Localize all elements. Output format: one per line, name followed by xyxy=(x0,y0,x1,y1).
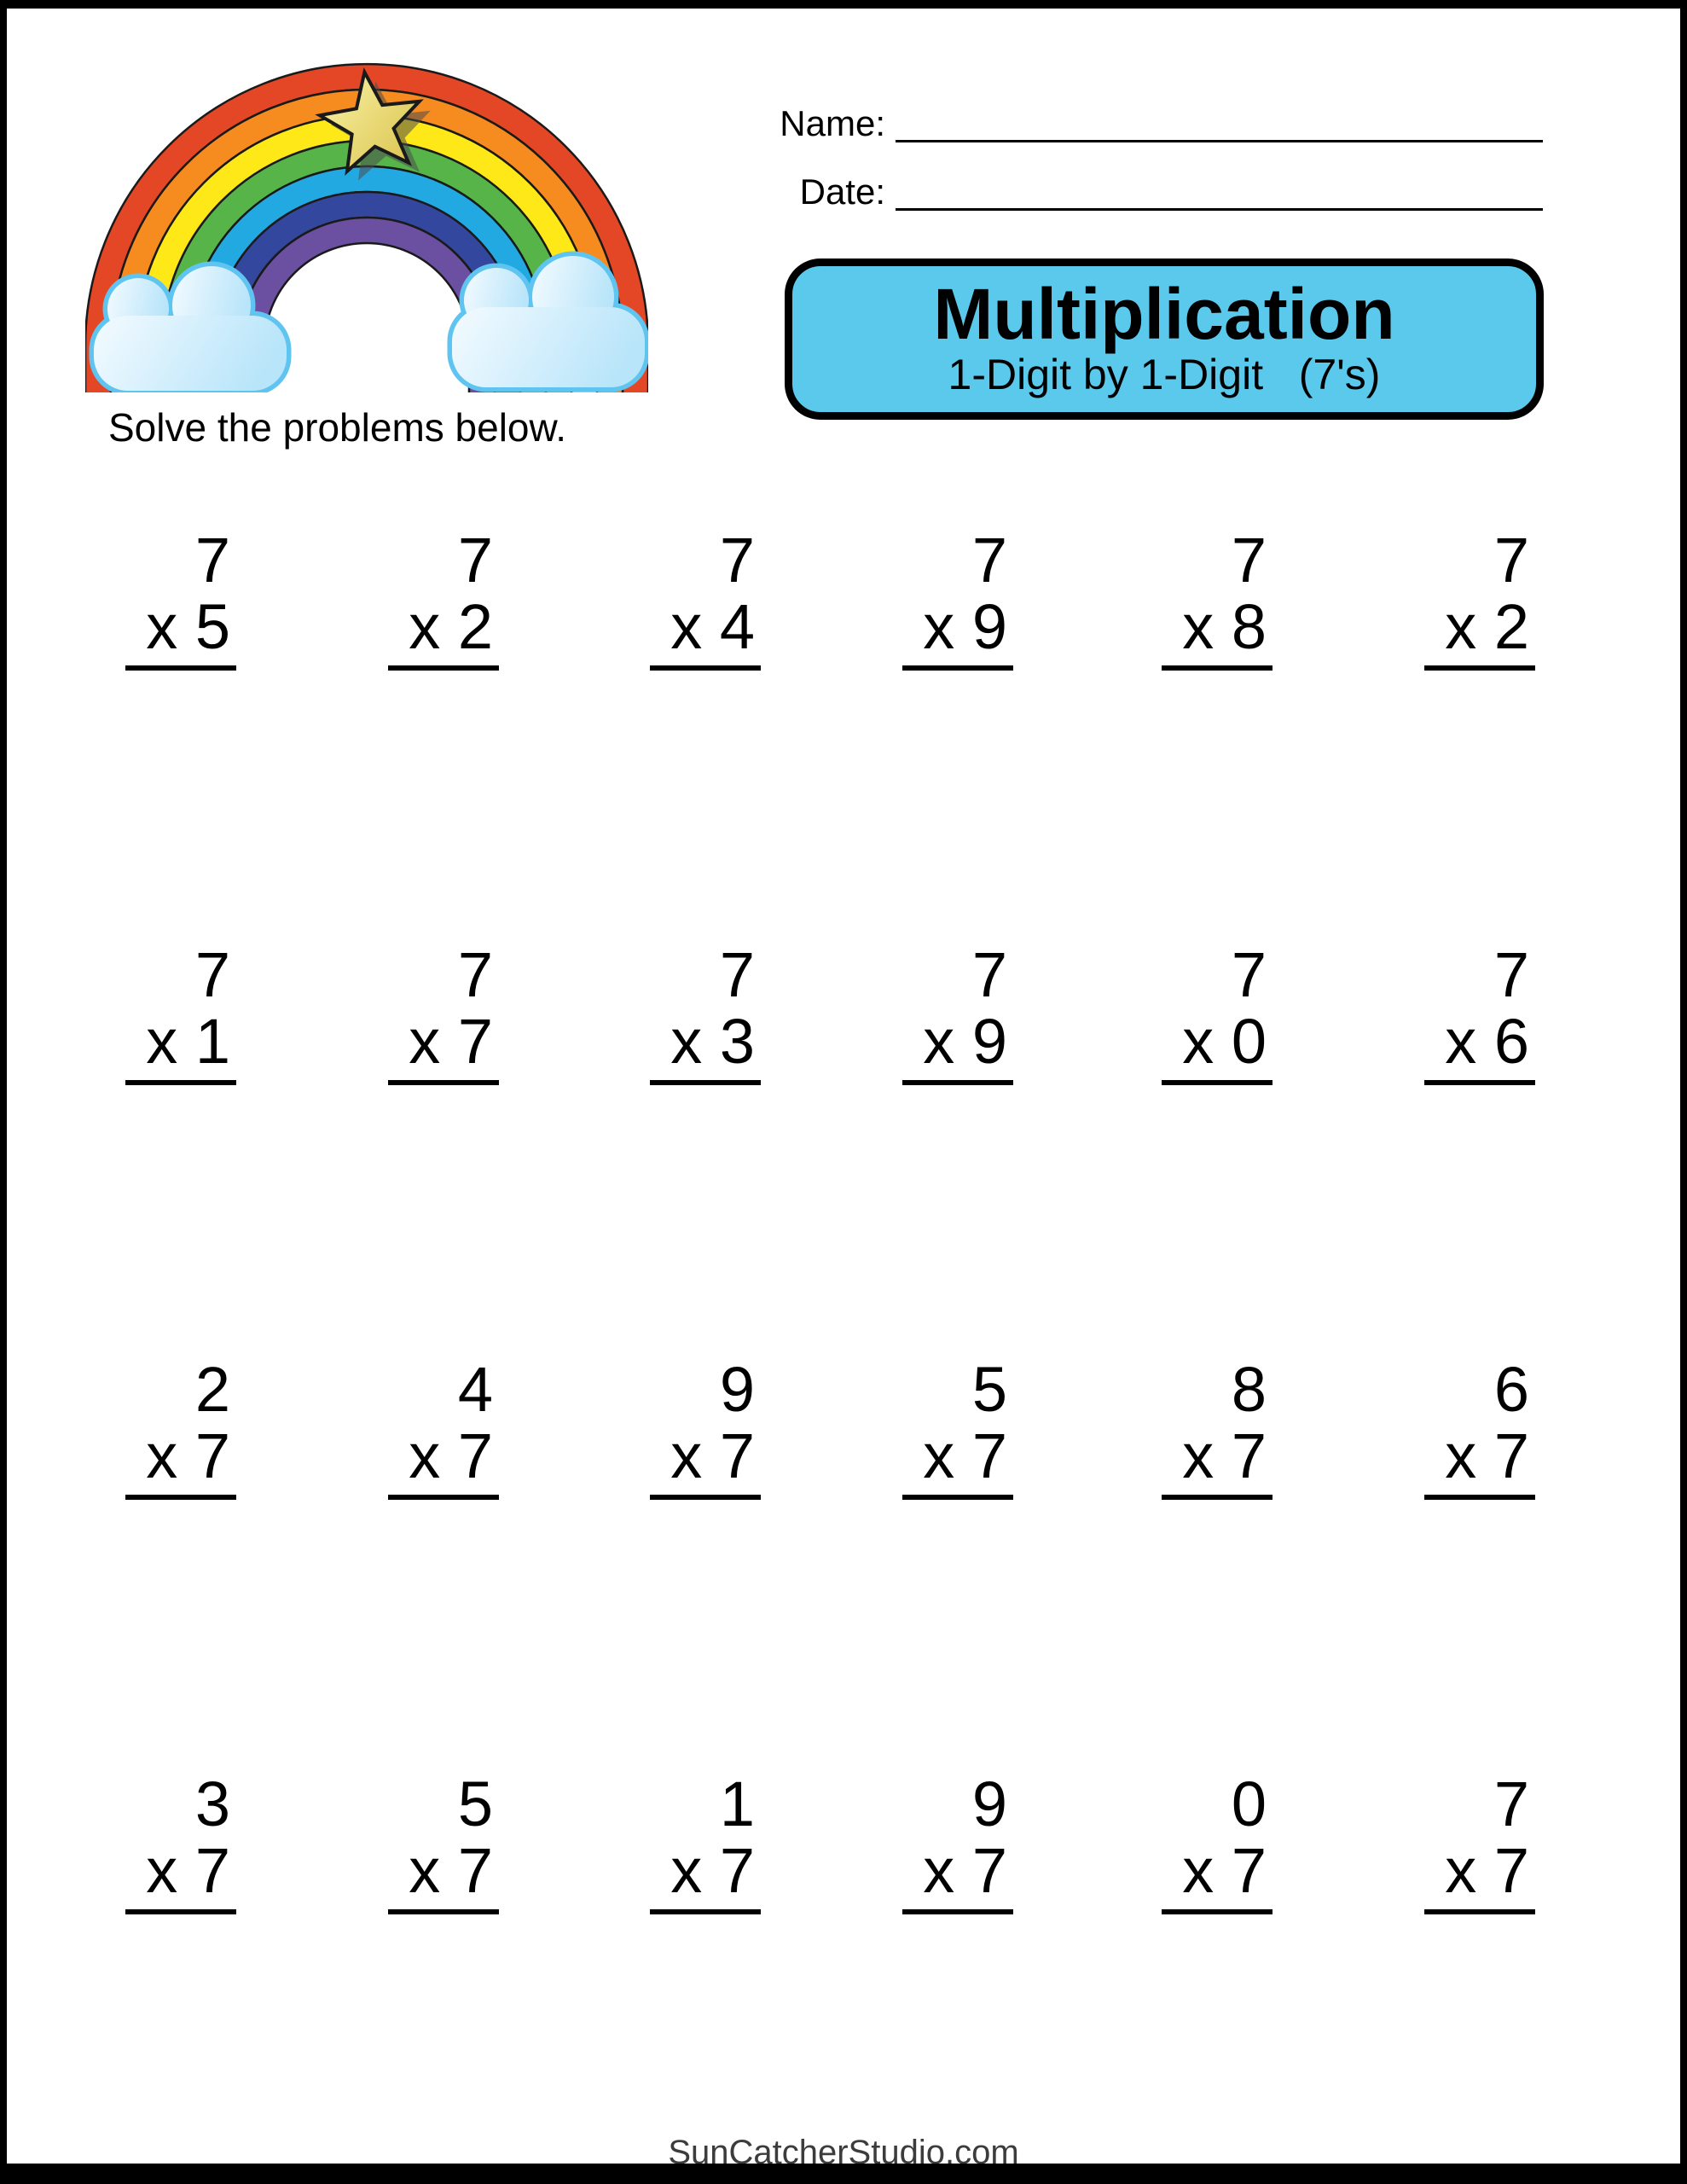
date-field-row xyxy=(757,171,1543,212)
multiplicand: 1 xyxy=(719,1769,755,1839)
name-field-row xyxy=(757,103,1543,143)
problem[interactable] xyxy=(388,1771,499,1914)
problem[interactable] xyxy=(388,527,499,671)
multiplier-row: x 6 xyxy=(1445,1006,1529,1077)
multiplicand: 9 xyxy=(719,1354,755,1425)
problem[interactable] xyxy=(1424,1356,1535,1500)
multiplier-row: x 7 xyxy=(923,1420,1007,1491)
multiplicand: 7 xyxy=(457,939,493,1010)
multiplier-row: x 7 xyxy=(670,1835,755,1906)
multiplier-row: x 7 xyxy=(146,1420,230,1491)
multiplicand: 0 xyxy=(1231,1769,1267,1839)
problem[interactable] xyxy=(1424,939,1535,1085)
problem[interactable] xyxy=(1162,939,1272,1085)
multiplicand: 7 xyxy=(1231,525,1267,595)
multiplier-row: x 7 xyxy=(1182,1835,1267,1906)
problem[interactable] xyxy=(1162,527,1272,671)
multiplier-row: x 7 xyxy=(409,1835,493,1906)
multiplier-row: x 7 xyxy=(1445,1420,1529,1491)
multiplier-row: x 7 xyxy=(670,1420,755,1491)
problem[interactable] xyxy=(650,527,761,671)
problem[interactable] xyxy=(388,939,499,1085)
multiplier-row: x 1 xyxy=(146,1006,230,1077)
problem[interactable] xyxy=(1424,527,1535,671)
problem[interactable] xyxy=(388,1356,499,1500)
worksheet-title: Multiplication xyxy=(933,274,1395,354)
multiplicand: 7 xyxy=(457,525,493,595)
name-line[interactable] xyxy=(896,109,1543,142)
multiplicand: 5 xyxy=(457,1769,493,1839)
multiplicand: 7 xyxy=(971,525,1007,595)
problem[interactable] xyxy=(650,1771,761,1914)
multiplicand: 7 xyxy=(719,525,755,595)
problem[interactable] xyxy=(125,939,236,1085)
instruction-text: Solve the problems below. xyxy=(108,405,566,450)
multiplier-row: x 7 xyxy=(1182,1420,1267,1491)
multiplicand: 6 xyxy=(1493,1354,1529,1425)
multiplier-row: x 7 xyxy=(923,1835,1007,1906)
problem[interactable] xyxy=(902,527,1013,671)
multiplicand: 7 xyxy=(1493,939,1529,1010)
multiplicand: 3 xyxy=(194,1769,230,1839)
multiplier-row: x 7 xyxy=(1445,1835,1529,1906)
problem[interactable] xyxy=(1162,1771,1272,1914)
multiplier-row: x 0 xyxy=(1182,1006,1267,1077)
problem[interactable] xyxy=(1424,1771,1535,1914)
multiplicand: 7 xyxy=(194,939,230,1010)
worksheet-subtitle: 1-Digit by 1-Digit (7's) xyxy=(948,351,1381,398)
problem[interactable] xyxy=(125,1356,236,1500)
multiplicand: 9 xyxy=(971,1769,1007,1839)
multiplicand: 7 xyxy=(194,525,230,595)
problem[interactable] xyxy=(902,1356,1013,1500)
date-line[interactable] xyxy=(896,177,1543,211)
name-label: Name: xyxy=(780,103,885,143)
multiplicand: 7 xyxy=(1493,525,1529,595)
date-label: Date: xyxy=(799,171,885,212)
problem[interactable] xyxy=(902,1771,1013,1914)
problem[interactable] xyxy=(125,1771,236,1914)
problem[interactable] xyxy=(1162,1356,1272,1500)
multiplicand: 4 xyxy=(457,1354,493,1425)
multiplier-row: x 4 xyxy=(670,591,755,662)
multiplicand: 7 xyxy=(719,939,755,1010)
multiplicand: 8 xyxy=(1231,1354,1267,1425)
rainbow-svg xyxy=(85,34,648,392)
problem[interactable] xyxy=(650,1356,761,1500)
title-box xyxy=(785,258,1544,420)
rainbow-graphic xyxy=(85,34,648,392)
problem[interactable] xyxy=(125,527,236,671)
multiplier-row: x 7 xyxy=(146,1835,230,1906)
multiplicand: 7 xyxy=(1231,939,1267,1010)
multiplicand: 5 xyxy=(971,1354,1007,1425)
multiplier-row: x 3 xyxy=(670,1006,755,1077)
multiplier-row: x 9 xyxy=(923,591,1007,662)
multiplier-row: x 7 xyxy=(409,1006,493,1077)
multiplier-row: x 2 xyxy=(409,591,493,662)
multiplier-row: x 5 xyxy=(146,591,230,662)
worksheet-page xyxy=(7,9,1680,2164)
multiplicand: 7 xyxy=(1493,1769,1529,1839)
multiplier-row: x 2 xyxy=(1445,591,1529,662)
multiplier-row: x 9 xyxy=(923,1006,1007,1077)
problem[interactable] xyxy=(902,939,1013,1085)
problem[interactable] xyxy=(650,939,761,1085)
multiplier-row: x 8 xyxy=(1182,591,1267,662)
multiplicand: 7 xyxy=(971,939,1007,1010)
multiplier-row: x 7 xyxy=(409,1420,493,1491)
site-credit: SunCatcherStudio.com xyxy=(668,2134,1019,2164)
multiplicand: 2 xyxy=(194,1354,230,1425)
